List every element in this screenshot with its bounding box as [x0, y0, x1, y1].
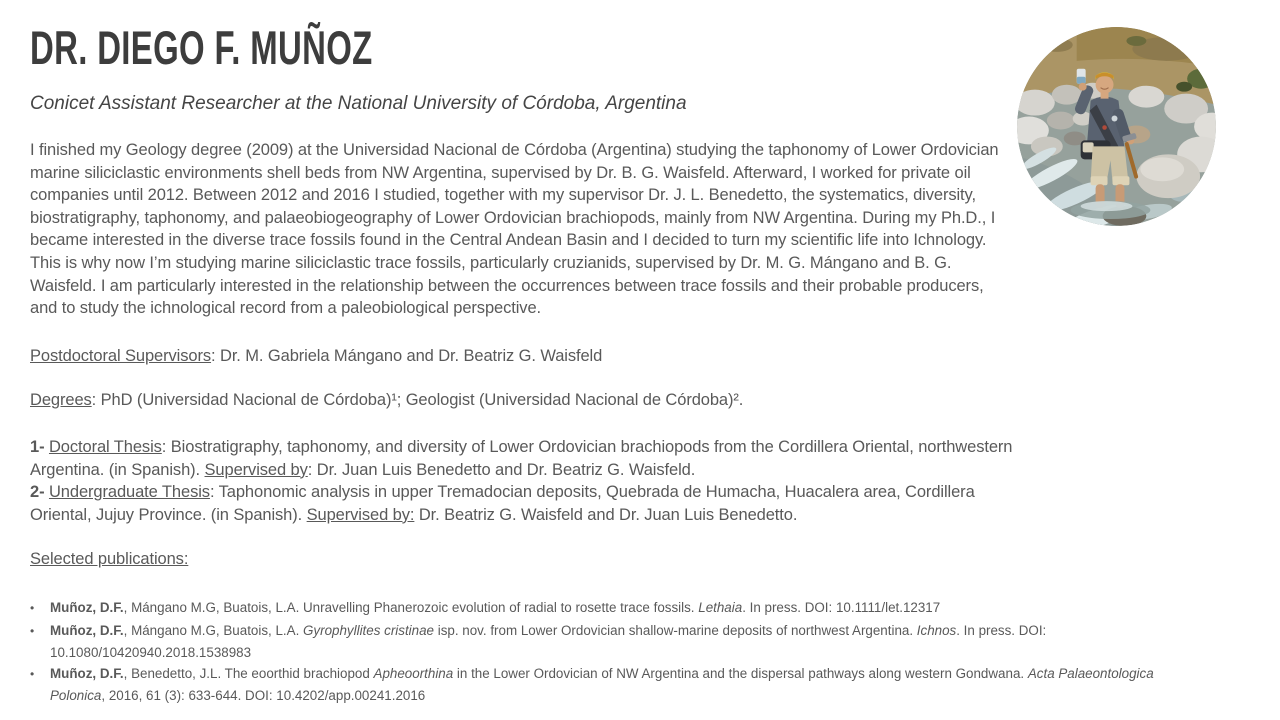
- page-subtitle: Conicet Assistant Researcher at the National University of Córdoba, Argentina: [30, 93, 687, 114]
- publication-item: [30, 597, 1156, 620]
- publication-text: Muñoz, D.F., Mángano M.G, Buatois, L.A. Gyrophyllites cristinae isp. nov. from Lower Ordovician shallow-marine deposits of northwest Argentina. Ichnos. In press. DOI: 10.1080/10420940.2018.1538983: [50, 622, 1047, 660]
- degrees-line: Degrees: PhD (Universidad Nacional de Córdoba)¹; Geologist (Universidad Nacional de Córdoba)².: [30, 391, 744, 409]
- bullet-icon: •: [30, 601, 35, 615]
- profile-photo: [1017, 27, 1216, 226]
- bullet-icon: •: [30, 667, 35, 682]
- publication-item: [30, 620, 1156, 664]
- postdoctoral-supervisors-line: Postdoctoral Supervisors: Dr. M. Gabriela Mángano and Dr. Beatriz G. Waisfeld: [30, 347, 603, 365]
- publication-text: Muñoz, D.F., Mángano M.G, Buatois, L.A. Unravelling Phanerozoic evolution of radial to rosette trace fossils. Lethaia. In press. DOI: 10.1111/let.12317: [50, 600, 941, 615]
- undergraduate-thesis-line: 2- Undergraduate Thesis: Taphonomic analysis in upper Tremadocian deposits, Quebrada de Humacha, Huacalera area, Cordillera Oriental, Jujuy Province. (in Spanish). Supervised by: Dr. Beatriz G. Waisfeld and Dr. Juan Luis Benedetto.: [30, 483, 975, 524]
- publication-item: [30, 663, 1156, 707]
- publications-list: [30, 597, 1156, 707]
- selected-publications-heading: Selected publications:: [30, 550, 189, 568]
- theses-block: [30, 436, 1022, 526]
- page-title: DR. DIEGO F. MUÑOZ: [30, 21, 373, 74]
- doctoral-thesis-line: 1- Doctoral Thesis: Biostratigraphy, taphonomy, and diversity of Lower Ordovician brachiopods from the Cordillera Oriental, northwestern Argentina. (in Spanish). Supervised by: Dr. Juan Luis Benedetto and Dr. Beatriz G. Waisfeld.: [30, 438, 1013, 479]
- publication-text: Muñoz, D.F., Benedetto, J.L. The eoorthid brachiopod Apheoorthina in the Lower Ordovician of NW Argentina and the dispersal pathways along western Gondwana. Acta Palaeontologica Polonica, 2016, 61 (3): 633-644. DOI: 10.4202/app.00241.2016: [50, 666, 1154, 704]
- bullet-icon: •: [30, 623, 35, 638]
- bio-paragraph: I finished my Geology degree (2009) at the Universidad Nacional de Córdoba (Argentina) studying the taphonomy of Lower Ordovician marine siliciclastic environments shell beds from NW Argentina, supervised by Dr. B. G. Waisfeld. Afterward, I worked for private oil companies until 2012. Between 2012 and 2016 I studied, together with my supervisor Dr. J. L. Benedetto, the systematics, diversity, biostratigraphy, taphonomy, and palaeobiogeography of Lower Ordovician brachiopods, mainly from NW Argentina. During my Ph.D., I became interested in the diverse trace fossils found in the Central Andean Basin and I decided to turn my scientific life into Ichnology. This is why now I’m studying marine siliciclastic trace fossils, particularly cruzianids, supervised by Dr. M. G. Mángano and B. G. Waisfeld. I am particularly interested in the relationship between the occurrences between trace fossils and their probable producers, and to study the ichnological record from a paleobiological perspective.: [30, 141, 999, 318]
- field-photo-illustration: [1017, 27, 1216, 226]
